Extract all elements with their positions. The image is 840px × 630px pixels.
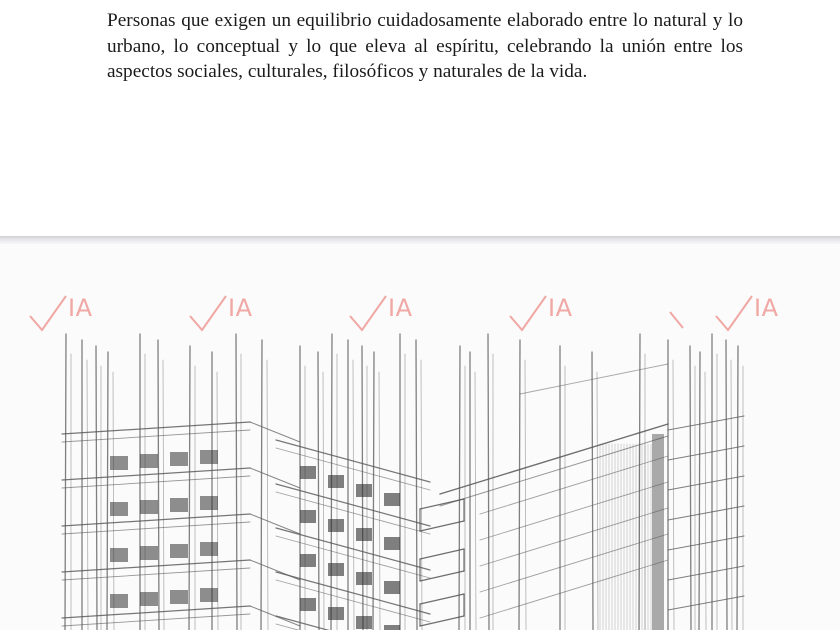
sketch-line	[276, 624, 430, 630]
sketch-line	[318, 352, 319, 630]
sketch-line	[276, 616, 430, 630]
sketch-window	[140, 454, 158, 468]
sketch-line	[420, 571, 464, 581]
watermark-check-icon	[30, 296, 66, 330]
sketch-window	[356, 572, 372, 585]
sketch-window	[170, 590, 188, 604]
sketch-line	[250, 514, 300, 534]
sketch-line	[250, 468, 300, 488]
sketch-window	[110, 594, 128, 608]
sketch-line	[96, 346, 97, 630]
sketch-line	[705, 372, 706, 630]
sketch-window	[300, 598, 316, 611]
sketch-line	[597, 372, 598, 630]
building-sketch-svg	[0, 244, 840, 630]
sketch-line	[519, 340, 520, 630]
sketch-line	[420, 594, 464, 604]
sketch-line	[323, 372, 324, 630]
sketch-line	[480, 560, 668, 618]
watermark-check-icon	[350, 296, 386, 330]
sketch-window	[356, 528, 372, 541]
sketch-window	[170, 498, 188, 512]
watermark-label: IA	[388, 294, 413, 322]
sketch-line	[276, 492, 430, 534]
watermark-label: IA	[754, 294, 779, 322]
sketch-window	[356, 616, 372, 629]
sketch-line	[668, 416, 744, 430]
sketch-window	[328, 563, 344, 576]
sketch-line	[87, 360, 88, 630]
watermark-check-icon	[190, 296, 226, 330]
page-divider	[0, 236, 840, 244]
sketch-window	[300, 510, 316, 523]
sketch-window	[384, 581, 400, 594]
sketch-line	[373, 352, 374, 630]
sketch-line	[416, 340, 417, 630]
sketch-window	[300, 466, 316, 479]
sketch-window	[200, 450, 218, 464]
sketch-line	[592, 352, 593, 630]
sketch-line	[440, 436, 668, 506]
sketch-line	[668, 446, 744, 460]
sketch-line	[189, 346, 190, 630]
sketch-line	[525, 360, 526, 630]
sketch-window	[300, 554, 316, 567]
sketch-line	[440, 424, 668, 494]
sketch-window	[328, 607, 344, 620]
watermark-check-icon	[510, 296, 546, 330]
sketch-line	[276, 572, 430, 614]
sketch-line	[276, 536, 430, 578]
sketch-line	[668, 476, 744, 490]
sketch-window	[384, 493, 400, 506]
sketch-line	[113, 372, 114, 630]
sketch-window	[384, 537, 400, 550]
sketch-line	[250, 606, 300, 626]
sketch-line	[421, 360, 422, 630]
sketch-line	[276, 580, 430, 622]
sketch-window	[328, 475, 344, 488]
sketch-line	[520, 364, 668, 394]
sketch-window	[170, 452, 188, 466]
sketch-line	[699, 352, 700, 630]
sketch-window	[200, 542, 218, 556]
sketch-line	[65, 334, 66, 630]
sketch-line	[737, 346, 738, 630]
intro-paragraph: Personas que exigen un equilibrio cuidadosamente elaborado entre lo natural y lo urbano, lo conceptual y lo que eleva al espíritu, celebrando la unión entre los aspectos sociales, culturales, filosóficos y naturales de la vida.	[107, 10, 743, 82]
sketch-window	[140, 500, 158, 514]
sketch-line	[107, 352, 108, 630]
sketch-window	[356, 484, 372, 497]
sketch-line	[420, 549, 464, 559]
sketch-line	[261, 340, 262, 630]
watermark-label: IA	[68, 294, 93, 322]
watermark-check-icon	[670, 312, 683, 328]
sketch-window	[200, 496, 218, 510]
sketch-line	[673, 360, 674, 630]
sketch-window	[384, 625, 400, 630]
sketch-line	[668, 506, 744, 520]
sketch-line	[236, 334, 237, 630]
sketch-line	[475, 372, 476, 630]
sketch-window	[140, 546, 158, 560]
sketch-window	[110, 456, 128, 470]
watermark-label: IA	[228, 294, 253, 322]
sketch-line	[731, 360, 732, 630]
sketch-window	[200, 588, 218, 602]
building-sketch-illustration	[0, 244, 840, 630]
watermark-label: IA	[548, 294, 573, 322]
sketch-line	[276, 528, 430, 570]
sketch-line	[353, 360, 354, 630]
sketch-window	[140, 592, 158, 606]
page-upper-section	[0, 0, 840, 236]
sketch-window	[170, 544, 188, 558]
sketch-line	[276, 484, 430, 526]
sketch-line	[267, 360, 268, 630]
sketch-window	[652, 434, 664, 630]
sketch-line	[158, 340, 159, 630]
sketch-line	[488, 334, 489, 630]
sketch-line	[690, 346, 691, 630]
sketch-line	[379, 372, 380, 630]
sketch-window	[110, 548, 128, 562]
sketch-line	[726, 340, 727, 630]
sketch-window	[110, 502, 128, 516]
sketch-line	[250, 422, 300, 442]
sketch-line	[420, 521, 464, 531]
sketch-line	[163, 360, 164, 630]
sketch-window	[328, 519, 344, 532]
watermark-check-icon	[716, 296, 752, 330]
